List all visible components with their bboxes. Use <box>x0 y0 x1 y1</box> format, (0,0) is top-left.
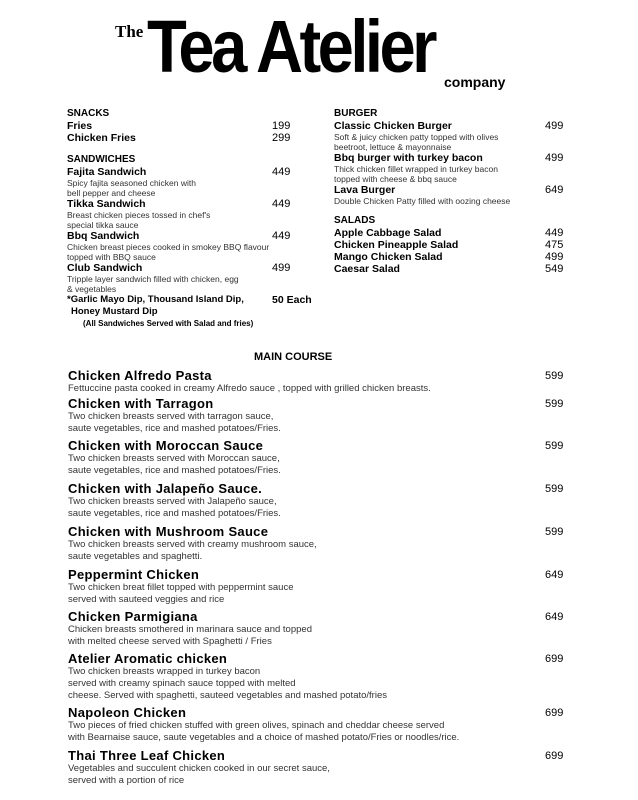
item-price: 699 <box>545 653 564 665</box>
list-item <box>68 481 568 520</box>
item-name: Chicken Alfredo Pasta <box>68 368 212 383</box>
list-item <box>68 396 568 435</box>
left-column <box>67 108 327 329</box>
item-name: Lava Burger <box>334 184 396 196</box>
item-price: 449 <box>272 198 291 210</box>
right-column <box>334 108 574 275</box>
item-price: 649 <box>545 569 564 581</box>
item-name: Bbq burger with turkey bacon <box>334 152 483 164</box>
list-item <box>334 263 574 275</box>
item-name: Chicken Pineapple Salad <box>334 239 459 251</box>
sandwich-note: (All Sandwiches Served with Salad and fries) <box>83 319 254 328</box>
item-price: 599 <box>545 398 564 410</box>
item-desc: Thick chicken fillet wrapped in turkey bacon <box>334 164 498 174</box>
item-name: Club Sandwich <box>67 262 143 274</box>
list-item <box>68 748 568 787</box>
item-name: Napoleon Chicken <box>68 705 187 720</box>
list-item <box>68 524 568 563</box>
item-desc: served with a portion of rice <box>68 775 185 786</box>
item-name: Fajita Sandwich <box>67 166 147 178</box>
list-item <box>68 438 568 477</box>
list-item <box>334 227 574 239</box>
item-desc: Tripple layer sandwich filled with chicken, egg <box>67 274 239 284</box>
item-price: 449 <box>272 230 291 242</box>
item-desc: Two pieces of fried chicken stuffed with green olives, spinach and cheddar cheese served <box>68 720 445 731</box>
item-price: 699 <box>545 750 564 762</box>
dip-item <box>67 294 327 306</box>
item-name: Chicken with Moroccan Sauce <box>68 438 264 453</box>
item-desc: served with sauteed veggies and rice <box>68 594 225 605</box>
list-item <box>67 166 327 198</box>
item-price: 549 <box>545 263 564 275</box>
item-price: 499 <box>272 262 291 274</box>
item-name: Thai Three Leaf Chicken <box>68 748 226 763</box>
item-desc: Vegetables and succulent chicken cooked in our secret sauce, <box>68 763 330 774</box>
item-desc: & vegetables <box>67 284 117 294</box>
item-desc: with Bearnaise sauce, saute vegetables and a choice of mashed potato/Fries or noodles/rice. <box>68 732 460 743</box>
list-item <box>68 368 568 395</box>
item-desc: served with creamy spinach sauce topped with melted <box>68 678 296 689</box>
item-name: Chicken Parmigiana <box>68 609 198 624</box>
item-desc: saute vegetables, rice and mashed potatoes/Fries. <box>68 423 281 434</box>
item-desc: Chicken breast pieces cooked in smokey BBQ flavour <box>67 242 270 252</box>
item-name: Mango Chicken Salad <box>334 251 443 263</box>
item-price: 699 <box>545 707 564 719</box>
item-price: 299 <box>272 132 291 144</box>
logo-company: company <box>444 74 506 90</box>
item-name: Caesar Salad <box>334 263 400 275</box>
item-desc: Double Chicken Patty filled with oozing cheese <box>334 196 511 206</box>
item-name: Bbq Sandwich <box>67 230 140 242</box>
list-item <box>67 230 327 262</box>
list-item <box>334 120 574 152</box>
item-desc: Two chicken breasts wrapped in turkey bacon <box>68 666 261 677</box>
list-item <box>67 198 327 230</box>
item-desc: Fettuccine pasta cooked in creamy Alfredo sauce , topped with grilled chicken breasts. <box>68 383 431 394</box>
item-desc: bell pepper and cheese <box>67 188 156 198</box>
list-item <box>68 651 568 702</box>
item-desc: Two chicken breasts served with Jalapeño sauce, <box>68 496 277 507</box>
list-item <box>68 567 568 606</box>
item-desc: Soft & juicy chicken patty topped with olives <box>334 132 499 142</box>
item-name: Fries <box>67 120 93 132</box>
item-price: 199 <box>272 120 291 132</box>
item-price: 599 <box>545 370 564 382</box>
item-price: 599 <box>545 526 564 538</box>
item-price: 649 <box>545 184 564 196</box>
logo <box>115 5 506 96</box>
item-desc: Two chicken breasts served with creamy mushroom sauce, <box>68 539 317 550</box>
item-desc: cheese. Served with spaghetti, sauteed vegetables and mashed potato/fries <box>68 690 387 701</box>
item-desc: topped with cheese & bbq sauce <box>334 174 457 184</box>
list-item <box>67 132 327 144</box>
sandwiches-heading: SANDWICHES <box>67 154 136 165</box>
item-price: 599 <box>545 440 564 452</box>
item-desc: topped with BBQ sauce <box>67 252 156 262</box>
item-name: Chicken Fries <box>67 132 136 144</box>
item-price: 599 <box>545 483 564 495</box>
item-desc: special tikka sauce <box>67 220 139 230</box>
item-desc: with melted cheese served with Spaghetti / Fries <box>68 636 272 647</box>
dip-line-1: *Garlic Mayo Dip, Thousand Island Dip, <box>67 294 244 305</box>
dip-price: 50 Each <box>272 294 312 306</box>
item-name: Peppermint Chicken <box>68 567 200 582</box>
main-course-heading: MAIN COURSE <box>254 351 333 363</box>
item-desc: Spicy fajita seasoned chicken with <box>67 178 196 188</box>
item-desc: saute vegetables and spaghetti. <box>68 551 203 562</box>
item-name: Atelier Aromatic chicken <box>68 651 228 666</box>
item-name: Chicken with Tarragon <box>68 396 214 411</box>
burger-heading: BURGER <box>334 108 378 119</box>
item-price: 449 <box>545 227 564 239</box>
item-price: 499 <box>545 251 564 263</box>
item-desc: Two chicken breasts served with Moroccan sauce, <box>68 453 280 464</box>
logo-the: The <box>115 22 144 41</box>
item-price: 499 <box>545 152 564 164</box>
item-name: Chicken with Mushroom Sauce <box>68 524 269 539</box>
item-price: 475 <box>545 239 564 251</box>
item-name: Chicken with Jalapeño Sauce. <box>68 481 263 496</box>
item-desc: saute vegetables, rice and mashed potatoes/Fries. <box>68 508 281 519</box>
item-desc: beetroot, lettuce & mayonnaise <box>334 142 452 152</box>
item-desc: Two chicken breat fillet topped with peppermint sauce <box>68 582 294 593</box>
list-item <box>334 239 574 251</box>
item-desc: Chicken breasts smothered in marinara sauce and topped <box>68 624 312 635</box>
item-name: Tikka Sandwich <box>67 198 146 210</box>
item-desc: Breast chicken pieces tossed in chef's <box>67 210 211 220</box>
logo-main: Tea Atelier <box>147 5 435 88</box>
list-item <box>67 120 327 132</box>
snacks-heading: SNACKS <box>67 108 110 119</box>
item-price: 649 <box>545 611 564 623</box>
item-name: Classic Chicken Burger <box>334 120 452 132</box>
list-item <box>334 184 574 206</box>
list-item <box>68 705 568 744</box>
item-desc: saute vegetables, rice and mashed potatoes/Fries. <box>68 465 281 476</box>
item-price: 499 <box>545 120 564 132</box>
list-item <box>334 152 574 184</box>
list-item <box>67 262 327 294</box>
salads-heading: SALADS <box>334 215 376 226</box>
list-item <box>334 251 574 263</box>
item-price: 449 <box>272 166 291 178</box>
item-desc: Two chicken breasts served with tarragon sauce, <box>68 411 274 422</box>
list-item <box>68 609 568 648</box>
item-name: Apple Cabbage Salad <box>334 227 442 239</box>
dip-line-2: Honey Mustard Dip <box>71 306 158 317</box>
